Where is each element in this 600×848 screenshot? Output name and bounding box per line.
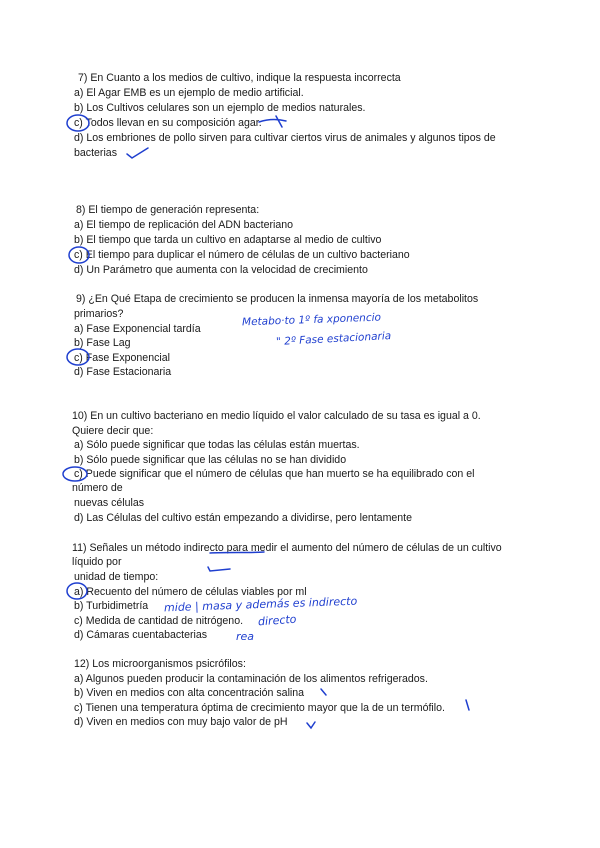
q10-question-continued: Quiere decir que:: [72, 425, 154, 437]
q9-handwritten-note-2: " 2º Fase estacionaria: [275, 329, 392, 349]
q10-option-c-continued: número de: [72, 482, 123, 494]
q12-tick-d: [304, 717, 318, 731]
q11-question: 11) Señales un método indirecto para medir el aumento del número de células de un cultivo: [72, 542, 502, 554]
q7-option-a: a) El Agar EMB es un ejemplo de medio artificial.: [74, 87, 304, 99]
q12-option-a: a) Algunos pueden producir la contaminación de los alimentos refrigerados.: [74, 673, 428, 685]
q8-option-a: a) El tiempo de replicación del ADN bacteriano: [74, 219, 294, 231]
q9-question-continued: primarios?: [74, 308, 124, 320]
q10-answer-circle: [60, 463, 90, 487]
q12-option-d: d) Viven en medios con muy bajo valor de pH: [74, 716, 288, 728]
q11-option-d: d) Cámaras cuentabacterias: [74, 629, 208, 641]
q12-tick-c: [462, 698, 474, 714]
q9-handwritten-note-1: Metabo·to 1º fa xponencio: [241, 311, 382, 329]
q10-option-c: c) Puede significar que el número de células que han muerto se ha equilibrado con el: [74, 468, 475, 480]
q8-option-c: c) El tiempo para duplicar el número de células de un cultivo bacteriano: [74, 249, 410, 261]
q7-check-mark: [124, 144, 152, 160]
q7-question: 7) En Cuanto a los medios de cultivo, indique la respuesta incorrecta: [78, 72, 401, 84]
q9-option-c: c) Fase Exponencial: [74, 352, 170, 364]
q9-answer-circle: [64, 346, 92, 370]
q12-option-c: c) Tienen una temperatura óptima de crecimiento mayor que la de un termófilo.: [74, 702, 445, 714]
q7-option-d-continued: bacterias: [74, 147, 117, 159]
q8-option-d: d) Un Parámetro que aumenta con la velocidad de crecimiento: [74, 264, 368, 276]
q7-option-d: d) Los embriones de pollo sirven para cultivar ciertos virus de animales y algunos tipos de: [74, 132, 496, 144]
q12-option-b: b) Viven en medios con alta concentración salina: [74, 687, 305, 699]
q8-question: 8) El tiempo de generación representa:: [76, 204, 260, 216]
q10-option-b: b) Sólo puede significar que las células no se han dividido: [74, 454, 347, 466]
q8-option-b: b) El tiempo que tarda un cultivo en adaptarse al medio de cultivo: [74, 234, 382, 246]
q12-tick-b: [318, 686, 332, 700]
q11-underline-marks: [208, 548, 568, 578]
q9-option-b: b) Fase Lag: [74, 337, 131, 349]
q9-option-d: d) Fase Estacionaria: [74, 366, 172, 378]
q8-answer-circle: [66, 244, 92, 268]
q11-question-continued-2: unidad de tiempo:: [74, 571, 159, 583]
q11-option-b: b) Turbidimetría: [74, 600, 149, 612]
q10-option-d: d) Las Células del cultivo están empezando a dividirse, pero lentamente: [74, 512, 413, 524]
q11-option-c: c) Medida de cantidad de nitrógeno.: [74, 615, 244, 627]
q7-cross-mark: [256, 113, 290, 129]
q10-option-a: a) Sólo puede significar que todas las células están muertas.: [74, 439, 360, 451]
q11-note-nitrogeno: directo: [257, 612, 297, 629]
q11-note-turbidimetria: mide | masa y además es indirecto: [163, 594, 358, 615]
q11-answer-circle: [64, 580, 92, 604]
q9-option-a: a) Fase Exponencial tardía: [74, 323, 201, 335]
q7-answer-circle: [64, 112, 94, 136]
q11-question-continued: líquido por: [72, 556, 122, 568]
q11-note-camaras: rea: [236, 630, 255, 643]
q7-option-b: b) Los Cultivos celulares son un ejemplo de medios naturales.: [74, 102, 366, 114]
q10-option-c-continued-2: nuevas células: [74, 497, 145, 509]
q7-option-c: c) Todos llevan en su composición agar.: [74, 117, 262, 129]
q9-question: 9) ¿En Qué Etapa de crecimiento se producen la inmensa mayoría de los metabolitos: [76, 293, 479, 305]
q11-option-a: a) Recuento del número de células viables por ml: [74, 586, 307, 598]
q12-question: 12) Los microorganismos psicrófilos:: [74, 658, 246, 670]
q10-question: 10) En un cultivo bacteriano en medio líquido el valor calculado de su tasa es igual a 0.: [72, 410, 481, 422]
